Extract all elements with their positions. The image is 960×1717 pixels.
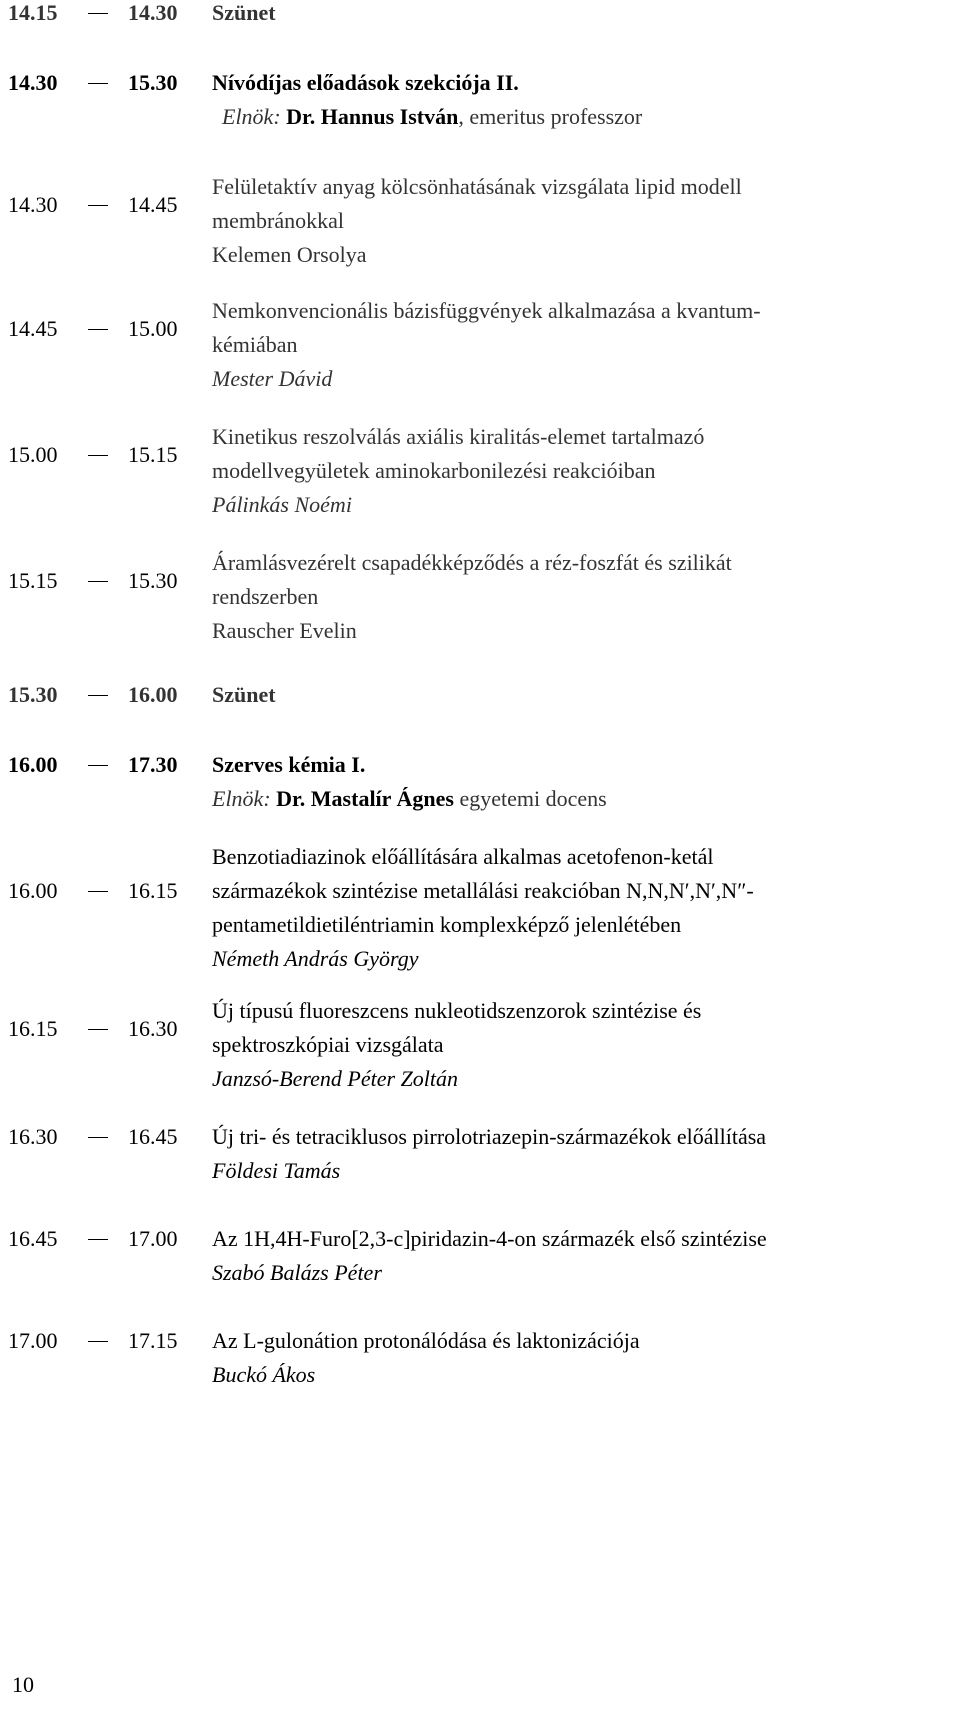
chair-name: Dr. Mastalír Ágnes (276, 786, 454, 811)
end-time: 16.00 (128, 682, 178, 707)
end-time: 16.45 (128, 1124, 178, 1149)
start-time: 16.30 (8, 1124, 58, 1149)
chair-prefix: Elnök: (212, 786, 277, 811)
start-time: 16.00 (8, 752, 58, 777)
start-time: 17.00 (8, 1328, 58, 1353)
dash (88, 891, 108, 892)
end-time: 17.15 (128, 1328, 178, 1353)
start-time: 15.30 (8, 682, 58, 707)
talk-title-line2: spektroszkópiai vizsgálata (212, 1032, 444, 1057)
talk-author: Kelemen Orsolya (212, 242, 367, 267)
end-time: 16.15 (128, 878, 178, 903)
dash (88, 695, 108, 696)
dash (88, 13, 108, 14)
talk-author: Janzsó-Berend Péter Zoltán (212, 1066, 459, 1091)
section-title: Szerves kémia I. (212, 752, 366, 777)
talk-author: Földesi Tamás (212, 1158, 341, 1183)
dash (88, 1239, 108, 1240)
chair-suffix: egyetemi docens (453, 786, 607, 811)
talk-title: Az 1H,4H-Furo[2,3-c]piridazin-4-on származék első szintézise (212, 1226, 767, 1251)
start-time: 14.15 (8, 0, 58, 25)
dash (88, 329, 108, 330)
talk-title-line1: Áramlásvezérelt csapadékképződés a réz-foszfát és szilikát (212, 550, 732, 575)
talk-title-line1: Kinetikus reszolválás axiális kiralitás-elemet tartalmazó (212, 424, 705, 449)
talk-title-line2: kémiában (212, 332, 298, 357)
start-time: 16.00 (8, 878, 58, 903)
dash (88, 83, 108, 84)
talk-author: Buckó Ákos (212, 1362, 316, 1387)
end-time: 15.15 (128, 442, 178, 467)
talk-author: Mester Dávid (212, 366, 333, 391)
dash (88, 455, 108, 456)
end-time: 15.00 (128, 316, 178, 341)
talk-title: Az L-gulonátion protonálódása és laktonizációja (212, 1328, 640, 1353)
end-time: 17.30 (128, 752, 178, 777)
start-time: 15.00 (8, 442, 58, 467)
talk-title-line1: Új típusú fluoreszcens nukleotidszenzorok szintézise és (212, 998, 702, 1023)
page-number: 10 (12, 1672, 34, 1697)
dash (88, 581, 108, 582)
talk-title-line2: rendszerben (212, 584, 319, 609)
start-time: 16.15 (8, 1016, 58, 1041)
dash (88, 1029, 108, 1030)
end-time: 15.30 (128, 70, 178, 95)
dash (88, 1341, 108, 1342)
talk-title-line3: pentametildietiléntriamin komplexképző jelenlétében (212, 912, 682, 937)
dash (88, 205, 108, 206)
start-time: 15.15 (8, 568, 58, 593)
talk-title-line2: membránokkal (212, 208, 344, 233)
break-label: Szünet (212, 682, 276, 707)
chair-suffix: , emeritus professzor (458, 104, 643, 129)
end-time: 16.30 (128, 1016, 178, 1041)
chair-name: Dr. Hannus István (286, 104, 459, 129)
section-title: Nívódíjas előadások szekciója II. (212, 70, 519, 95)
talk-author: Németh András György (212, 946, 419, 971)
start-time: 16.45 (8, 1226, 58, 1251)
talk-author: Szabó Balázs Péter (212, 1260, 382, 1285)
dash (88, 765, 108, 766)
chair-prefix: Elnök: (222, 104, 287, 129)
start-time: 14.30 (8, 192, 58, 217)
talk-title-line2: modellvegyületek aminokarbonilezési reakcióiban (212, 458, 656, 483)
start-time: 14.45 (8, 316, 58, 341)
end-time: 15.30 (128, 568, 178, 593)
talk-title: Új tri- és tetraciklusos pirrolotriazepin-származékok előállítása (212, 1124, 767, 1149)
end-time: 14.30 (128, 0, 178, 25)
start-time: 14.30 (8, 70, 58, 95)
end-time: 14.45 (128, 192, 178, 217)
talk-title-line2: származékok szintézise metallálási reakcióban N,N,N′,N′,N″- (212, 878, 754, 903)
talk-title-line1: Nemkonvencionális bázisfüggvények alkalmazása a kvantum- (212, 298, 761, 323)
dash (88, 1137, 108, 1138)
break-label: Szünet (212, 0, 276, 25)
talk-author: Rauscher Evelin (212, 618, 357, 643)
end-time: 17.00 (128, 1226, 178, 1251)
talk-title-line1: Felületaktív anyag kölcsönhatásának vizsgálata lipid modell (212, 174, 742, 199)
talk-title-line1: Benzotiadiazinok előállítására alkalmas acetofenon-ketál (212, 844, 714, 869)
talk-author: Pálinkás Noémi (212, 492, 352, 517)
